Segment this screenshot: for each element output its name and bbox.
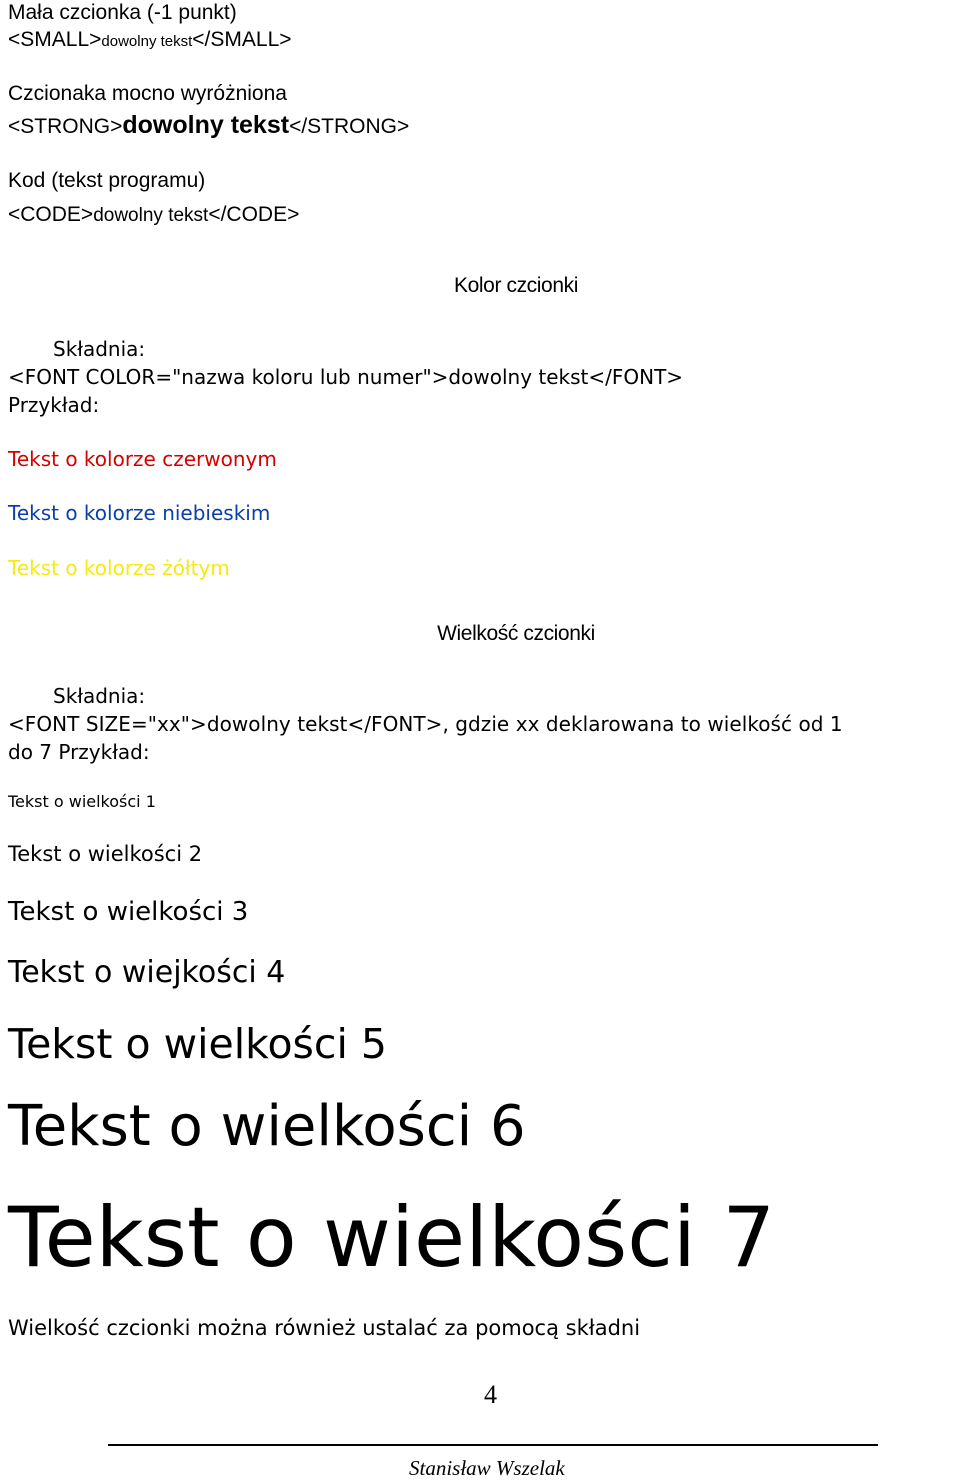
size-example-7: Tekst o wielkości 7 (8, 1189, 776, 1286)
yellow-text-example: Tekst o kolorze żółtym (8, 556, 230, 580)
footer-author: Stanisław Wszelak (409, 1456, 565, 1480)
small-tag-content: dowolny tekst (101, 33, 193, 50)
alternative-size-syntax-text: Wielkość czcionki można również ustalać za pomocą składni (8, 1316, 641, 1340)
size-section-heading: Wielkość czcionki (437, 622, 595, 645)
size-example-1: Tekst o wielkości 1 (8, 792, 156, 811)
page-number: 4 (484, 1380, 497, 1409)
size-example-5: Tekst o wielkości 5 (8, 1020, 387, 1068)
small-font-description: Mała czcionka (-1 punkt) (8, 1, 237, 24)
size-example-2: Tekst o wielkości 2 (8, 842, 203, 866)
footer-divider (108, 1444, 878, 1446)
small-tag-example (8, 29, 292, 50)
size-example-3: Tekst o wielkości 3 (8, 897, 249, 927)
code-tag-content: dowolny tekst (93, 205, 209, 226)
code-tag-example (8, 204, 299, 225)
code-tag-close: </CODE> (208, 203, 300, 226)
strong-tag-example (8, 113, 409, 138)
small-tag-open: <SMALL> (8, 28, 102, 51)
strong-tag-content: dowolny tekst (122, 111, 290, 139)
small-tag-close: </SMALL> (192, 28, 292, 51)
size-example-6: Tekst o wielkości 6 (8, 1094, 526, 1159)
color-example-label: Przykład: (8, 393, 100, 417)
strong-tag-close: </STRONG> (289, 115, 410, 138)
size-syntax-label: Składnia: (53, 684, 146, 708)
strong-tag-open: <STRONG> (8, 115, 123, 138)
blue-text-example: Tekst o kolorze niebieskim (8, 501, 271, 525)
color-syntax-code: <FONT COLOR="nazwa koloru lub numer">dowolny tekst</FONT> (8, 365, 684, 389)
color-syntax-label: Składnia: (53, 337, 146, 361)
color-section-heading: Kolor czcionki (454, 274, 578, 297)
strong-font-description: Czcionaka mocno wyróżniona (8, 82, 287, 105)
size-syntax-code-continued: do 7 Przykład: (8, 740, 150, 764)
code-tag-open: <CODE> (8, 203, 94, 226)
code-font-description: Kod (tekst programu) (8, 169, 206, 192)
size-example-4: Tekst o wiejkości 4 (8, 955, 286, 990)
red-text-example: Tekst o kolorze czerwonym (8, 447, 277, 471)
size-syntax-code: <FONT SIZE="xx">dowolny tekst</FONT>, gdzie xx deklarowana to wielkość od 1 (8, 712, 843, 736)
